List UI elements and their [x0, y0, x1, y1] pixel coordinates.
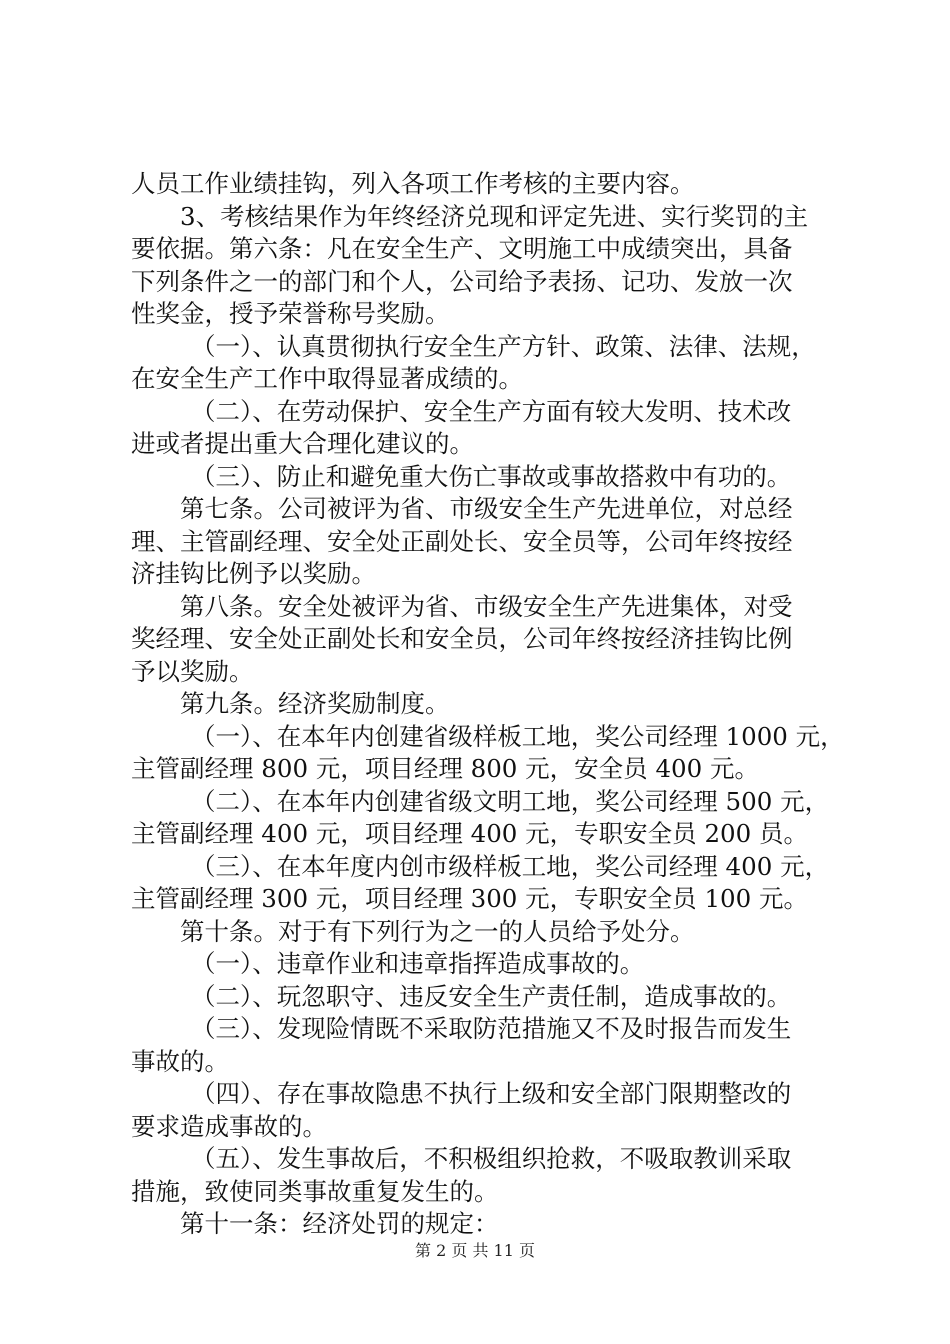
document-line: 要求造成事故的。 — [131, 1111, 327, 1141]
document-line: （二）、玩忽职守、违反安全生产责任制，造成事故的。 — [191, 981, 792, 1011]
document-line: （三）、防止和避免重大伤亡事故或事故搭救中有功的。 — [191, 461, 792, 491]
document-line: 奖经理、安全处正副处长和安全员，公司年终按经济挂钩比例 — [131, 624, 793, 653]
document-line: （三）、在本年度内创市级样板工地，奖公司经理 400 元， — [191, 851, 830, 881]
document-line: 予以奖励。 — [131, 656, 254, 686]
document-line: 第十一条：经济处罚的规定： — [180, 1209, 499, 1238]
document-line: 在安全生产工作中取得显著成绩的。 — [131, 364, 523, 393]
document-line: 人员工作业绩挂钩，列入各项工作考核的主要内容。 — [131, 169, 695, 198]
document-line: 下列条件之一的部门和个人，公司给予表扬、记功、发放一次 — [131, 266, 793, 296]
page-number-footer: 第 2 页 共 11 页 — [415, 1241, 535, 1260]
document-line: 第七条。公司被评为省、市级安全生产先进单位，对总经 — [180, 494, 793, 523]
document-line: 理、主管副经理、安全处正副处长、安全员等，公司年终按经 — [131, 526, 793, 556]
document-line: （一）、违章作业和违章指挥造成事故的。 — [191, 949, 645, 978]
document-line: 性奖金，授予荣誉称号奖励。 — [131, 299, 450, 328]
document-line: （一）、在本年内创建省级样板工地，奖公司经理 1000 元， — [191, 721, 845, 751]
document-line: 措施，致使同类事故重复发生的。 — [131, 1176, 499, 1206]
document-line: 济挂钩比例予以奖励。 — [131, 559, 376, 588]
document-line: 主管副经理 400 元，项目经理 400 元，专职安全员 200 员。 — [131, 819, 809, 848]
document-line: 主管副经理 800 元，项目经理 800 元，安全员 400 元。 — [131, 754, 760, 783]
document-line: （二）、在劳动保护、安全生产方面有较大发明、技术改 — [191, 396, 792, 426]
document-line: 3、考核结果作为年终经济兑现和评定先进、实行奖罚的主 — [180, 201, 809, 231]
document-line: （三）、发现险情既不采取防范措施又不及时报告而发生 — [191, 1014, 792, 1043]
document-line: （五）、发生事故后，不积极组织抢救，不吸取教训采取 — [191, 1144, 792, 1173]
document-line: （一）、认真贯彻执行安全生产方针、政策、法律、法规， — [191, 331, 816, 361]
document-line: 主管副经理 300 元，项目经理 300 元，专职安全员 100 元。 — [131, 884, 809, 913]
document-line: 第八条。安全处被评为省、市级安全生产先进集体，对受 — [180, 591, 793, 621]
document-line: 要依据。第六条：凡在安全生产、文明施工中成绩突出，具备 — [131, 234, 793, 263]
document-body — [131, 168, 843, 1241]
document-line: 第九条。经济奖励制度。 — [180, 689, 450, 718]
document-line: （二）、在本年内创建省级文明工地，奖公司经理 500 元， — [191, 786, 830, 816]
document-line: （四）、存在事故隐患不执行上级和安全部门限期整改的 — [191, 1079, 792, 1108]
document-line: 进或者提出重大合理化建议的。 — [131, 429, 474, 458]
document-line: 第十条。对于有下列行为之一的人员给予处分。 — [180, 916, 695, 946]
document-line: 事故的。 — [131, 1046, 229, 1076]
